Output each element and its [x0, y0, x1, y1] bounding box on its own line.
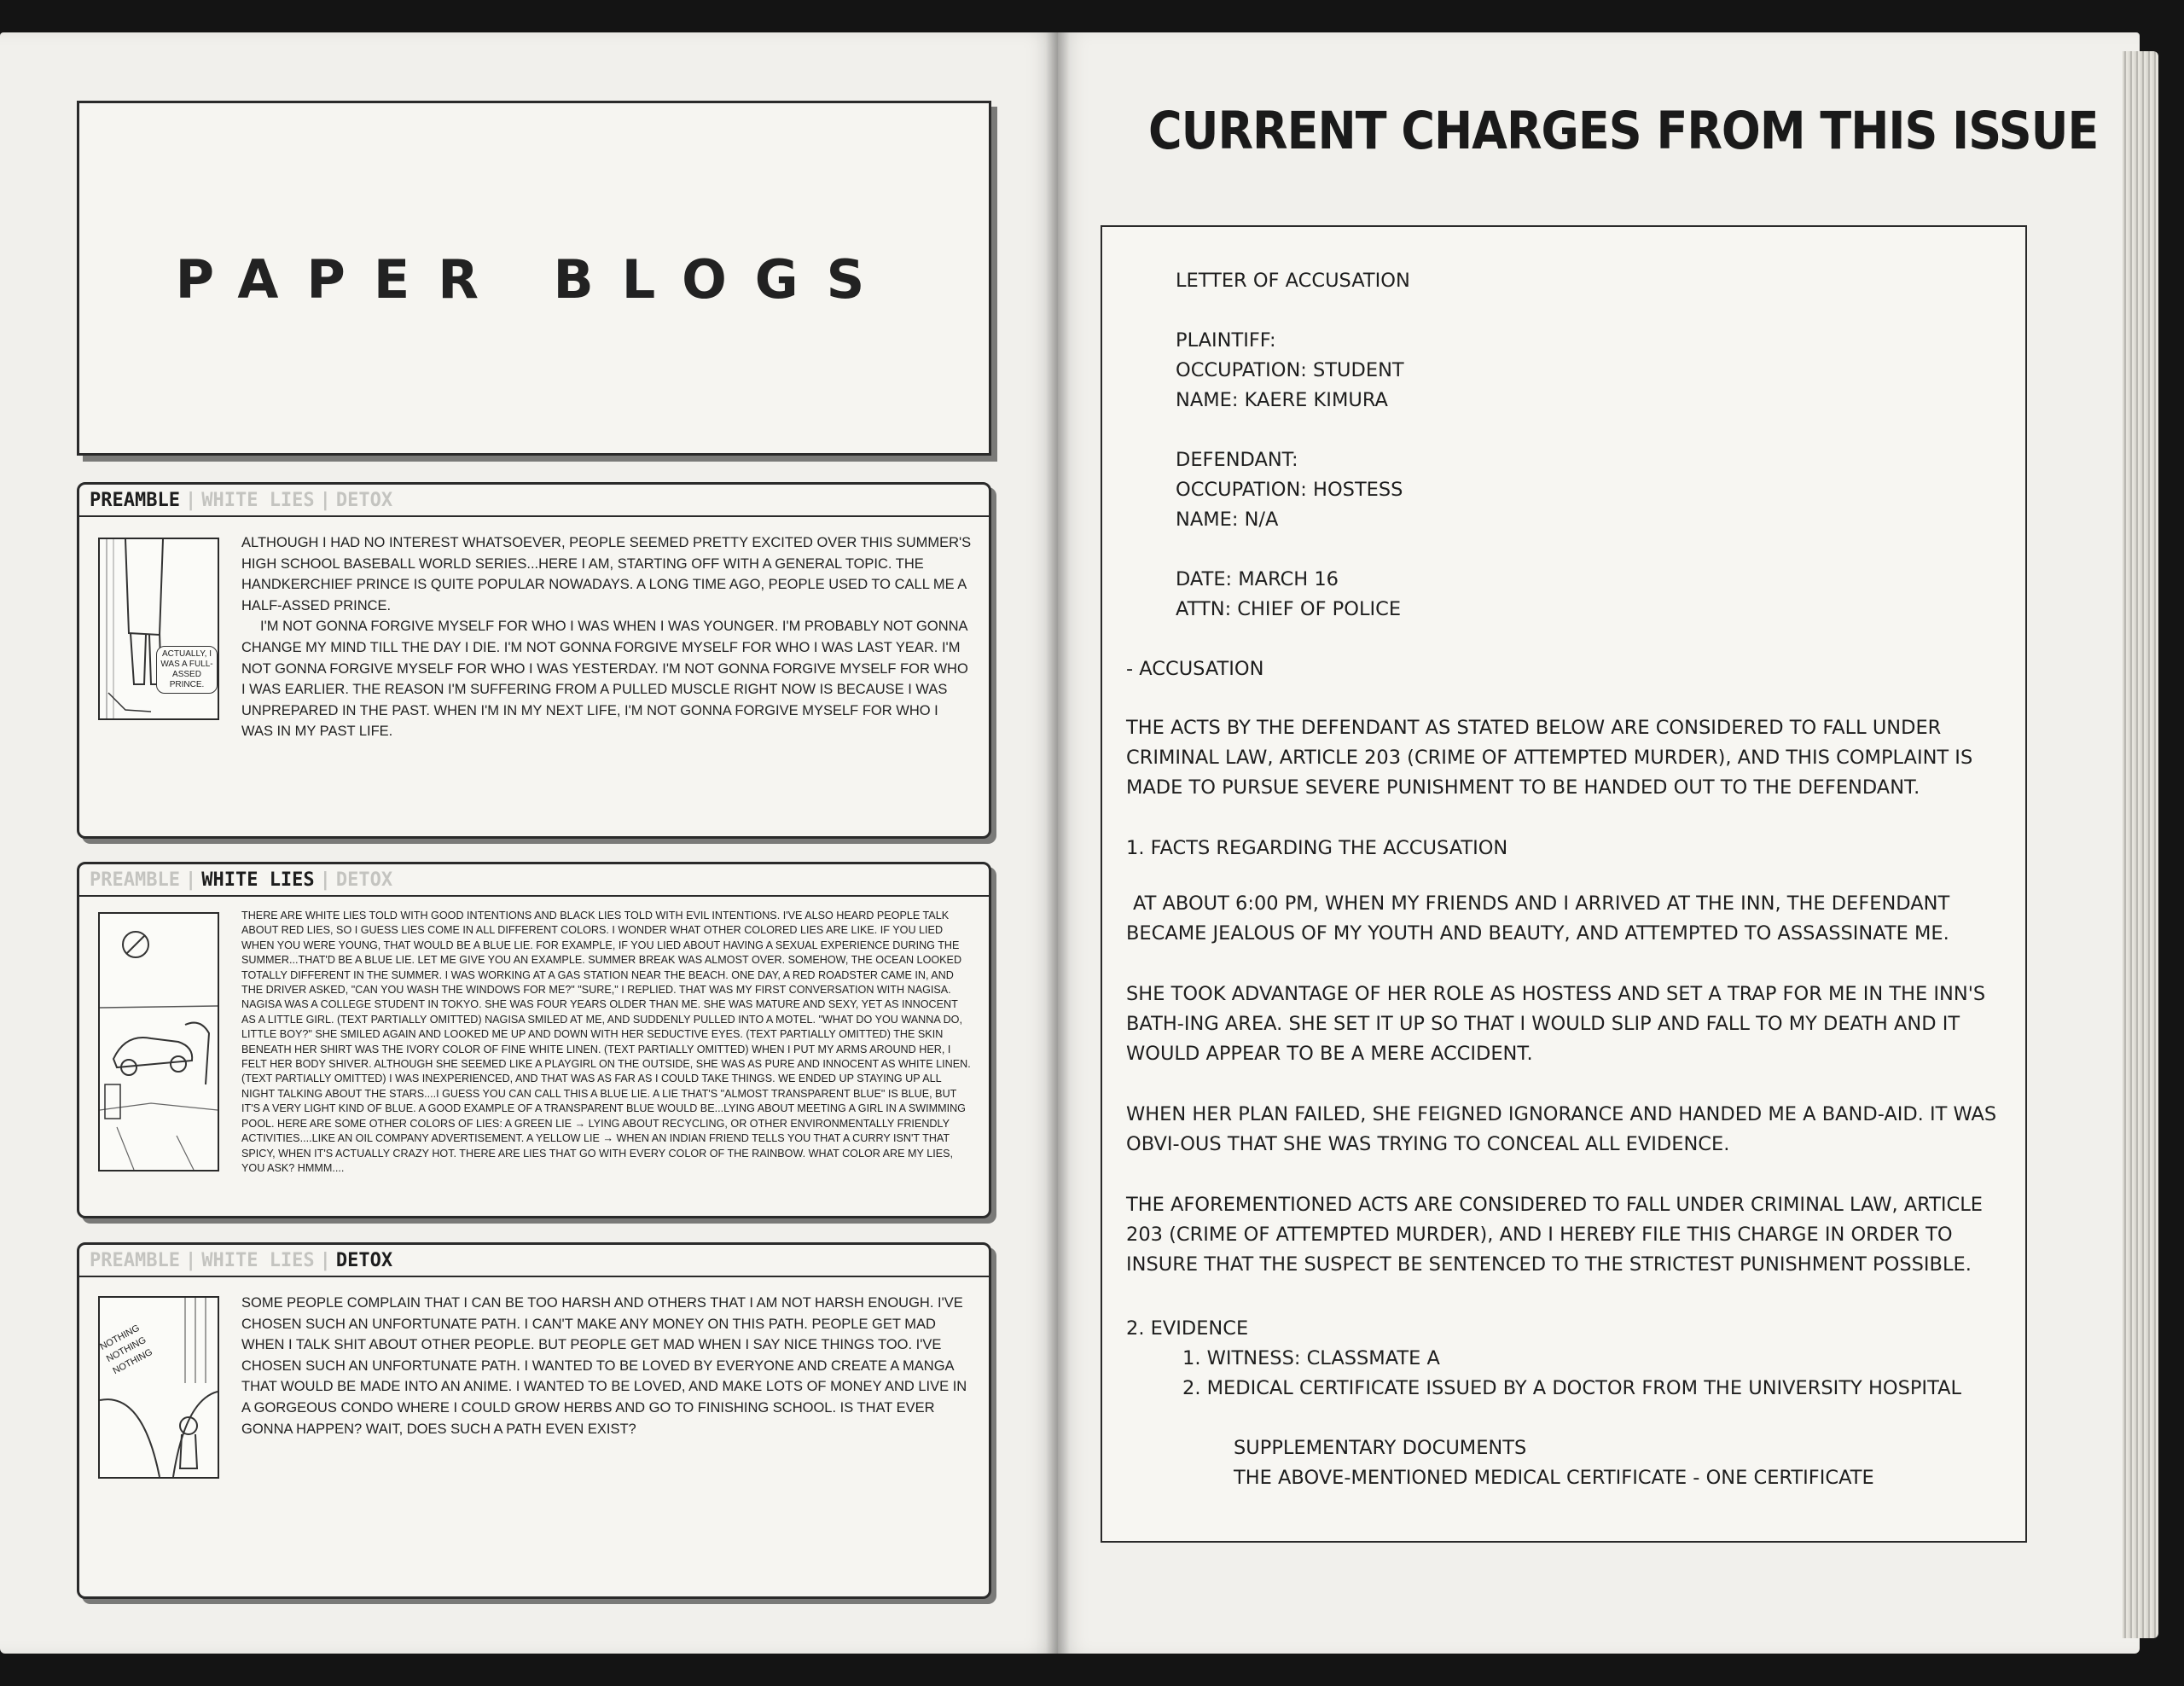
white-lies-illustration	[98, 912, 219, 1171]
blog-tabs: PREAMBLE | WHITE LIES | DETOX	[79, 864, 989, 897]
evidence-heading: 2. EVIDENCE	[1126, 1317, 1249, 1340]
evidence-item: 1. WITNESS: CLASSMATE A	[1182, 1347, 1440, 1369]
white-lies-text	[241, 909, 972, 1176]
detox-illustration	[98, 1296, 219, 1479]
tab-detox: DETOX	[335, 489, 393, 511]
blog-tabs: PREAMBLE | WHITE LIES | DETOX	[79, 485, 989, 517]
accusation-text: THE ACTS BY THE DEFENDANT AS STATED BELOW ARE CONSIDERED TO FALL UNDER CRIMINAL LAW, ARTICLE 203 (CRIME OF ATTEMPTED MURDER), AND THIS COMPLAINT IS MADE TO PURSUE SEVERE PUNISHMENT TO BE HANDED OUT TO THE DEFENDANT.	[1126, 717, 1973, 799]
preamble-paragraph: I'M NOT GONNA FORGIVE MYSELF FOR WHO I WAS WHEN I WAS YOUNGER. I'M PROBABLY NOT GONNA CHANGE MY MIND TILL THE DAY I DIE. I'M NOT GONNA FORGIVE MYSELF FOR WHO I WAS LAST YEAR. I'M NOT GONNA FORGIVE MYSELF FOR WHO I WAS YESTERDAY. I'M NOT GONNA FORGIVE MYSELF FOR WHO I WAS EARLIER. THE REASON I'M SUFFERING FROM A PULLED MUSCLE RIGHT NOW IS BECAUSE I WAS UNPREPARED IN THE PAST. WHEN I'M IN MY NEXT LIFE, I'M NOT GONNA FORGIVE MYSELF FOR WHO I WAS IN MY PAST LIFE.	[241, 619, 968, 740]
tab-detox: DETOX	[335, 1249, 393, 1271]
detox-paragraph: SOME PEOPLE COMPLAIN THAT I CAN BE TOO HARSH AND OTHERS THAT I AM NOT HARSH ENOUGH. I'VE CHOSEN SUCH AN UNFORTUNATE PATH. I CAN'T MAKE ANY MONEY ON THIS PATH. PEOPLE GET MAD WHEN I TALK SHIT ABOUT OTHER PEOPLE. BUT PEOPLE GET MAD WHEN I SAY NICE THINGS TOO. I'VE CHOSEN SUCH AN UNFORTUNATE PATH. I WANTED TO BE LOVED BY EVERYONE AND CREATE A MANGA THAT WOULD BE MADE INTO AN ANIME. I WANTED TO BE LOVED, AND MAKE LOTS OF MONEY AND LIVE IN A GORGEOUS CONDO WHERE I COULD GROW HERBS AND GO TO FINISHING SCHOOL. IS THAT EVER GONNA HAPPEN? WAIT, DOES SUCH A PATH EVEN EXIST?	[241, 1295, 967, 1437]
facts-paragraph-4: THE AFOREMENTIONED ACTS ARE CONSIDERED TO FALL UNDER CRIMINAL LAW, ARTICLE 203 (CRIME OF ATTEMPTED MURDER), AND I HEREBY FILE THIS CHARGE IN ORDER TO INSURE THAT THE SUSPECT BE SENTENCED TO THE STRICTEST PUNISHMENT POSSIBLE.	[1126, 1194, 1983, 1276]
plaintiff-label: PLAINTIFF:	[1176, 329, 1276, 352]
defendant-label: DEFENDANT:	[1176, 449, 1298, 471]
blog-preamble	[77, 482, 991, 839]
facts-paragraph-3: WHEN HER PLAN FAILED, SHE FEIGNED IGNORANCE AND HANDED ME A BAND-AID. IT WAS OBVI-OUS THAT SHE WAS TRYING TO CONCEAL ALL EVIDENCE.	[1126, 1103, 1997, 1155]
detox-text	[241, 1293, 972, 1439]
preamble-text	[241, 532, 972, 742]
page-title: PAPER BLOGS	[175, 248, 893, 311]
tab-white-lies: WHITE LIES	[201, 489, 315, 511]
supplementary-text: THE ABOVE-MENTIONED MEDICAL CERTIFICATE - ONE CERTIFICATE	[1234, 1467, 1874, 1489]
tab-white-lies: WHITE LIES	[201, 1249, 315, 1271]
defendant-occupation: OCCUPATION: HOSTESS	[1176, 479, 1403, 501]
letter-attn: ATTN: CHIEF OF POLICE	[1176, 598, 1402, 620]
defendant-name: NAME: N/A	[1176, 509, 1279, 531]
letter-of-accusation	[1101, 225, 2027, 1543]
roadster-beach-icon	[100, 914, 218, 1170]
plaintiff-occupation: OCCUPATION: STUDENT	[1176, 359, 1404, 381]
letter-heading: LETTER OF ACCUSATION	[1176, 270, 1410, 292]
blog-detox	[77, 1242, 991, 1599]
tab-white-lies: WHITE LIES	[201, 869, 315, 891]
tab-preamble: PREAMBLE	[90, 489, 180, 511]
preamble-thumb-caption: ACTUALLY, I WAS A FULL-ASSED PRINCE.	[156, 646, 218, 694]
tab-detox: DETOX	[335, 869, 393, 891]
page-edges	[2123, 51, 2158, 1638]
plaintiff-name: NAME: KAERE KIMURA	[1176, 389, 1388, 411]
facts-paragraph-1: AT ABOUT 6:00 PM, WHEN MY FRIENDS AND I ARRIVED AT THE INN, THE DEFENDANT BECAME JEALOUS OF MY YOUTH AND BEAUTY, AND ATTEMPTED TO ASSASSINATE ME.	[1126, 892, 1950, 945]
tab-preamble: PREAMBLE	[90, 869, 180, 891]
facts-paragraph-2: SHE TOOK ADVANTAGE OF HER ROLE AS HOSTESS AND SET A TRAP FOR ME IN THE INN'S BATH-ING AREA. SHE SET IT UP SO THAT I WOULD SLIP AND FALL TO MY DEATH AND IT WOULD APPEAR TO BE A MERE ACCIDENT.	[1126, 983, 1986, 1065]
blog-tabs: PREAMBLE | WHITE LIES | DETOX	[79, 1245, 989, 1277]
accusation-heading: - ACCUSATION	[1126, 658, 1264, 680]
detox-thumb-caption: NOTHING NOTHING NOTHING	[98, 1323, 154, 1377]
tab-preamble: PREAMBLE	[90, 1249, 180, 1271]
evidence-item: 2. MEDICAL CERTIFICATE ISSUED BY A DOCTOR FROM THE UNIVERSITY HOSPITAL	[1182, 1377, 1961, 1399]
book-gutter	[1046, 32, 1070, 1654]
blog-white-lies	[77, 862, 991, 1218]
paper-blogs-title-box	[77, 101, 991, 456]
supplementary-heading: SUPPLEMENTARY DOCUMENTS	[1234, 1437, 1527, 1459]
letter-date: DATE: MARCH 16	[1176, 568, 1339, 590]
white-lies-paragraph: THERE ARE WHITE LIES TOLD WITH GOOD INTENTIONS AND BLACK LIES TOLD WITH EVIL INTENTIONS. I'VE ALSO HEARD PEOPLE TALK ABOUT RED LIES, SO I GUESS LIES COME IN ALL DIFFERENT COLORS. I WONDER WHAT OTHER COLORED LIES ARE LIKE. IF YOU LIED WHEN YOU WERE YOUNG, THAT WOULD BE A BLUE LIE. FOR EXAMPLE, IF YOU LIED ABOUT HAVING A SEXUAL EXPERIENCE DURING THE SUMMER...THAT'D BE A BLUE LIE. LET ME GIVE YOU AN EXAMPLE. SUMMER BREAK WAS ALMOST OVER. SOMEHOW, THE OCEAN LOOKED TOTALLY DIFFERENT IN THE SUMMER. I WAS WORKING AT A GAS STATION NEAR THE BEACH. ONE DAY, A RED ROADSTER CAME IN, AND THE DRIVER ASKED, "CAN YOU WASH THE WINDOWS FOR ME?" "SURE," I REPLIED. THAT WAS MY FIRST CONVERSATION WITH NAGISA. NAGISA WAS A COLLEGE STUDENT IN TOKYO. SHE WAS FOUR YEARS OLDER THAN ME. SHE WAS MATURE AND SEXY, YET AS INNOCENT AS A LITTLE GIRL. (TEXT PARTIALLY OMITTED) NAGISA SMILED AT ME, AND SUDDENLY PULLED INTO A MOTEL. "WHAT DO YOU WANNA DO, LITTLE BOY?" SHE SMILED AGAIN AND LOOKED ME UP AND DOWN WITH HER SEDUCTIVE EYES. (TEXT PARTIALLY OMITTED) THE SKIN BENEATH HER SHIRT WAS THE IVORY COLOR OF FINE WHITE LINEN. (TEXT PARTIALLY OMITTED) WHEN I PUT MY ARMS AROUND HER, I FELT HER BODY SHIVER. ALTHOUGH SHE SEEMED LIKE A PLAYGIRL ON THE OUTSIDE, SHE WAS AS PURE AND INNOCENT AS WHITE LINEN. (TEXT PARTIALLY OMITTED) I WAS INEXPERIENCED, AND THAT WAS AS FAR AS I COULD TAKE THINGS. WE ENDED UP STAYING UP ALL NIGHT TALKING ABOUT THE STARS....I GUESS YOU CAN CALL THIS A BLUE LIE. A LIE THAT'S "ALMOST TRANSPARENT BLUE" IS BLUE, BUT IT'S A VERY LIGHT KIND OF BLUE. A GOOD EXAMPLE OF A TRANSPARENT BLUE WOULD BE...LYING ABOUT MEETING A GIRL IN A SWIMMING POOL. HERE ARE SOME OTHER COLORS OF LIES: A GREEN LIE → LYING ABOUT RECYCLING, OR OTHER ENVIRONMENTALLY FRIENDLY ACTIVITIES....LIKE AN OIL COMPANY ADVERTISEMENT. A YELLOW LIE → WHEN AN INDIAN FRIEND TELLS YOU THAT A CURRY ISN'T THAT SPICY, WHEN IT'S ACTUALLY CRAZY HOT. THERE ARE LIES THAT GO WITH EVERY COLOR OF THE RAINBOW. WHAT COLOR ARE MY LIES, YOU ASK? HMMM....	[241, 910, 971, 1174]
charges-title: CURRENT CHARGES FROM THIS ISSUE	[1148, 101, 2099, 161]
preamble-illustration	[98, 538, 219, 720]
preamble-paragraph: ALTHOUGH I HAD NO INTEREST WHATSOEVER, PEOPLE SEEMED PRETTY EXCITED OVER THIS SUMMER'S HIGH SCHOOL BASEBALL WORLD SERIES...HERE I AM, STARTING OFF WITH A GENERAL TOPIC. THE HANDKERCHIEF PRINCE IS QUITE POPULAR NOWADAYS. A LONG TIME AGO, PEOPLE USED TO CALL ME A HALF-ASSED PRINCE.	[241, 535, 972, 613]
facts-heading: 1. FACTS REGARDING THE ACCUSATION	[1126, 837, 1508, 859]
